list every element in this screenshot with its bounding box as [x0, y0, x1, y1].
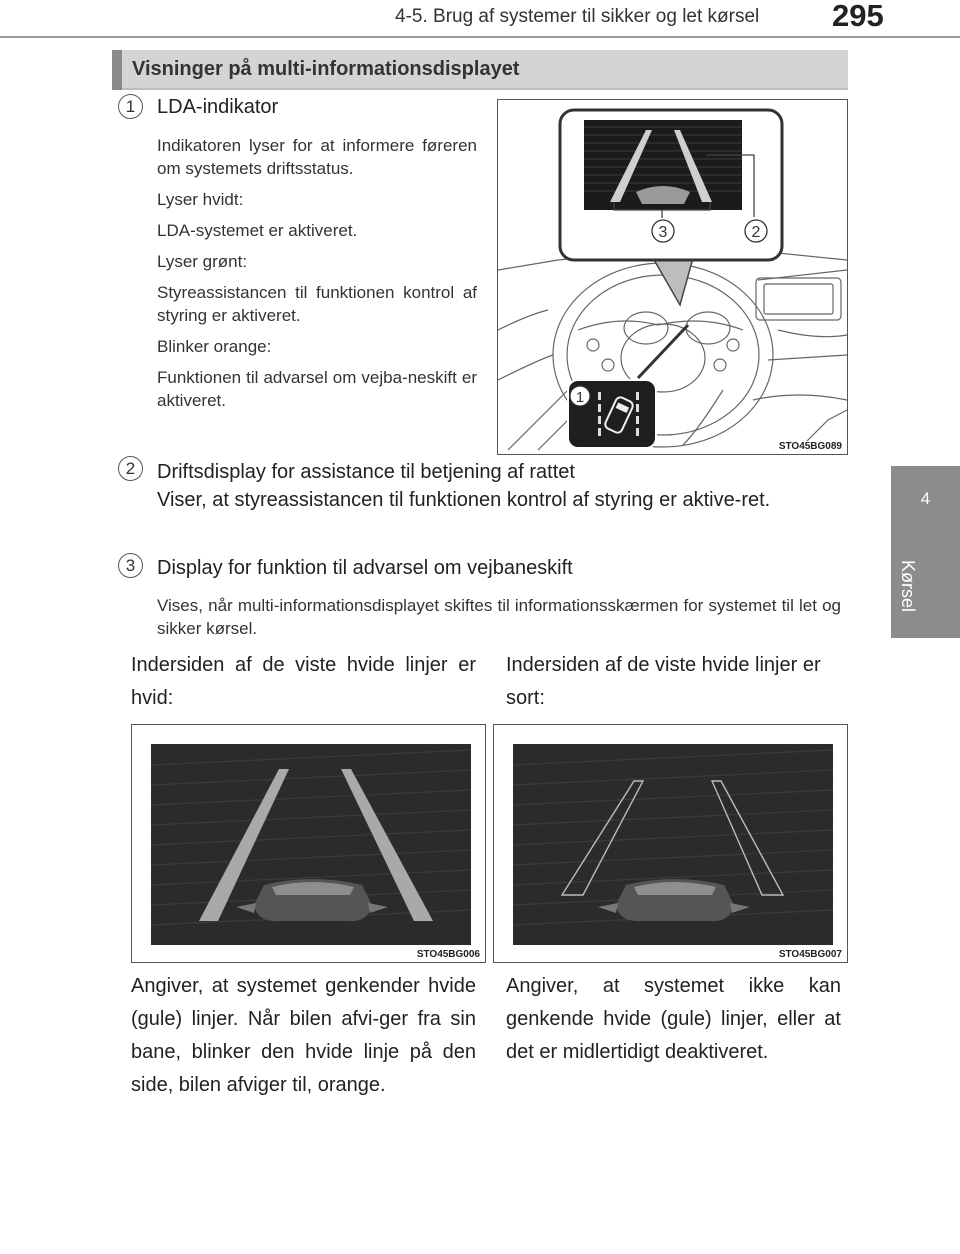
item-badge-2: 2 — [118, 456, 143, 481]
item-paragraph: LDA-systemet er aktiveret. — [157, 221, 358, 240]
lane-display-black — [494, 725, 847, 962]
page-number: 295 — [832, 0, 884, 33]
item-title-lda: LDA-indikator — [157, 96, 279, 118]
dashboard-illustration — [498, 100, 847, 454]
item-title-steering: Driftsdisplay for assistance til betjening af rattet — [157, 461, 575, 483]
item-badge-1: 1 — [118, 94, 143, 119]
callout-1: 1 — [575, 389, 585, 406]
column-heading-right: Indersiden af de viste hvide linjer er sort: — [506, 654, 821, 709]
lane-display-white-figure — [131, 724, 486, 963]
item-paragraph: Lyser hvidt: — [157, 190, 244, 209]
item-paragraph: Blinker orange: — [157, 337, 272, 356]
chapter-label: Kørsel — [898, 560, 918, 613]
item-title-lane-warning: Display for funktion til advarsel om vejbaneskift — [157, 557, 573, 579]
dashboard-figure — [497, 99, 848, 455]
lane-display-white — [132, 725, 485, 962]
figure-code: STO45BG007 — [778, 949, 842, 960]
item-description: Vises, når multi-informationsdisplayet skiftes til informationsskærmen for systemet til let og sikker kørsel. — [157, 596, 841, 638]
item-paragraph: Indikatoren lyser for at informere føreren om systemets driftsstatus. — [157, 136, 477, 178]
caption-left: Angiver, at systemet genkender hvide (gule) linjer. Når bilen afvi-ger fra sin bane, blinker den hvide linje på den side, bilen afviger til, orange. — [131, 975, 476, 1096]
lane-display-black-figure — [493, 724, 848, 963]
item-paragraph: Funktionen til advarsel om vejba-neskift er aktiveret. — [157, 368, 477, 410]
item-badge-3: 3 — [118, 553, 143, 578]
callout-3: 3 — [658, 224, 668, 241]
section-marker — [112, 50, 122, 90]
column-heading-left: Indersiden af de viste hvide linjer er hvid: — [131, 654, 476, 709]
item-description: Viser, at styreassistancen til funktionen kontrol af styring er aktive-ret. — [157, 489, 771, 511]
figure-code: STO45BG006 — [416, 949, 480, 960]
chapter-number: 4 — [920, 489, 931, 508]
caption-right: Angiver, at systemet ikke kan genkende hvide (gule) linjer, eller at det er midlertidigt deaktiveret. — [506, 975, 841, 1063]
header-rule — [0, 36, 960, 38]
figure-code: STO45BG089 — [778, 441, 842, 452]
callout-2: 2 — [751, 224, 761, 241]
section-title: Visninger på multi-informationsdisplayet — [132, 58, 520, 80]
item-paragraph: Lyser grønt: — [157, 252, 248, 271]
item-paragraph: Styreassistancen til funktionen kontrol af styring er aktiveret. — [157, 283, 477, 325]
running-header: 4-5. Brug af systemer til sikker og let kørsel — [395, 6, 760, 27]
